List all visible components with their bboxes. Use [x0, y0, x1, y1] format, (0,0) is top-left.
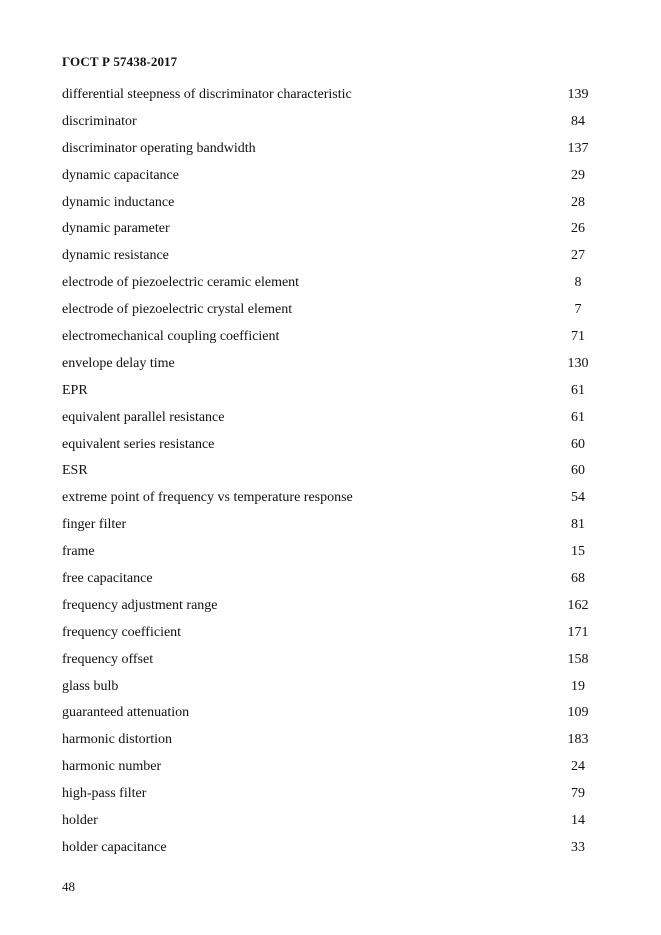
index-term-number: 15: [571, 544, 585, 560]
index-term: envelope delay time: [62, 355, 175, 371]
index-entry: [62, 135, 598, 162]
index-term: electromechanical coupling coefficient: [62, 328, 280, 344]
index-term-number: 171: [567, 624, 589, 640]
index-term-number: 109: [567, 705, 589, 721]
index-term-number: 137: [567, 140, 589, 156]
index-term-number: 19: [571, 678, 585, 694]
index-entry: [62, 404, 598, 431]
index-term-number: 158: [567, 651, 589, 667]
index-term: EPR: [62, 382, 88, 398]
index-entry: [62, 296, 598, 323]
index-entry: [62, 323, 598, 350]
index-entry: [62, 807, 598, 834]
index-term-number: 139: [567, 86, 589, 102]
index-term-number: 24: [571, 759, 585, 775]
index-entry: [62, 565, 598, 592]
index-term-number: 81: [571, 517, 585, 533]
index-entry: [62, 646, 598, 673]
index-term: harmonic distortion: [62, 732, 173, 748]
index-term-number: 26: [571, 221, 585, 237]
index-entry: [62, 673, 598, 700]
index-term: discriminator operating bandwidth: [62, 140, 256, 156]
index-term-number: 27: [571, 248, 585, 264]
index-entry: [62, 484, 598, 511]
index-entry: [62, 511, 598, 538]
index-term-number: 8: [574, 275, 582, 291]
index-term: guaranteed attenuation: [62, 705, 190, 721]
index-term: dynamic inductance: [62, 194, 175, 210]
index-term: equivalent series resistance: [62, 436, 215, 452]
index-term: holder: [62, 812, 98, 828]
index-term-number: 61: [571, 409, 585, 425]
index-term: extreme point of frequency vs temperature response: [62, 490, 353, 506]
index-entry: [62, 726, 598, 753]
index-term-number: 60: [571, 436, 585, 452]
index-term-number: 60: [571, 463, 585, 479]
index-term: dynamic resistance: [62, 248, 169, 264]
index-term-number: 54: [571, 490, 585, 506]
index-term: holder capacitance: [62, 839, 167, 855]
index-term-number: 7: [574, 302, 582, 318]
index-term-number: 71: [571, 328, 585, 344]
index-term: electrode of piezoelectric crystal element: [62, 302, 293, 318]
index-term: differential steepness of discriminator characteristic: [62, 86, 352, 102]
index-entry: [62, 538, 598, 565]
index-term: harmonic number: [62, 759, 162, 775]
index-term-number: 29: [571, 167, 585, 183]
term-index-list: [62, 81, 598, 861]
index-term: frequency coefficient: [62, 624, 182, 640]
index-term: high-pass filter: [62, 786, 147, 802]
index-entry: [62, 592, 598, 619]
index-entry: [62, 699, 598, 726]
index-term: finger filter: [62, 517, 127, 533]
index-term-number: 130: [567, 355, 589, 371]
index-entry: [62, 81, 598, 108]
index-term-number: 68: [571, 570, 585, 586]
index-term: equivalent parallel resistance: [62, 409, 225, 425]
index-term: glass bulb: [62, 678, 119, 694]
index-term-number: 14: [571, 812, 585, 828]
index-term-number: 33: [571, 839, 585, 855]
index-term: discriminator: [62, 113, 137, 129]
index-term: frequency adjustment range: [62, 597, 218, 613]
index-entry: [62, 108, 598, 135]
index-term: electrode of piezoelectric ceramic element: [62, 275, 300, 291]
index-term: frequency offset: [62, 651, 154, 667]
index-entry: [62, 457, 598, 484]
index-entry: [62, 215, 598, 242]
index-entry: [62, 753, 598, 780]
index-entry: [62, 242, 598, 269]
index-term: dynamic parameter: [62, 221, 170, 237]
index-term-number: 162: [567, 597, 589, 613]
index-term-number: 28: [571, 194, 585, 210]
index-entry: [62, 269, 598, 296]
index-term-number: 183: [567, 732, 589, 748]
index-entry: [62, 780, 598, 807]
index-term: free capacitance: [62, 570, 153, 586]
index-entry: [62, 377, 598, 404]
index-entry: [62, 834, 598, 861]
index-entry: [62, 189, 598, 216]
index-entry: [62, 431, 598, 458]
page-number: 48: [62, 879, 75, 894]
index-term: frame: [62, 544, 95, 560]
document-header: ГОСТ Р 57438-2017: [62, 54, 178, 69]
index-term-number: 61: [571, 382, 585, 398]
index-term-number: 79: [571, 786, 585, 802]
index-entry: [62, 350, 598, 377]
index-term-number: 84: [571, 113, 585, 129]
index-entry: [62, 162, 598, 189]
index-entry: [62, 619, 598, 646]
index-term: ESR: [62, 463, 88, 479]
index-term: dynamic capacitance: [62, 167, 179, 183]
